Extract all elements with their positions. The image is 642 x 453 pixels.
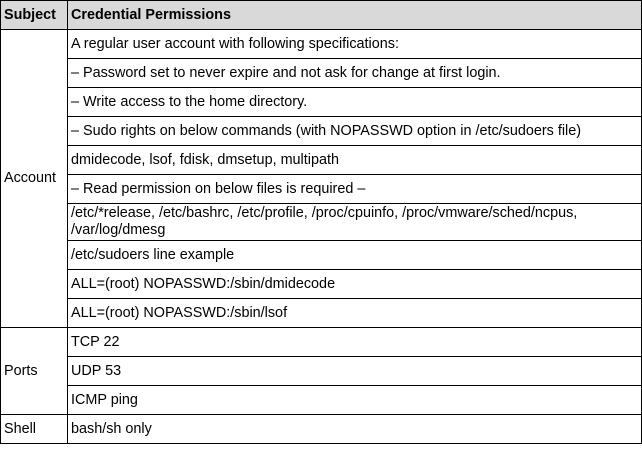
permission-cell: /etc/*release, /etc/bashrc, /etc/profile, /proc/cpuinfo, /proc/vmware/sched/ncpus, /var/log/dmesg: [68, 204, 642, 241]
permission-cell: ICMP ping: [68, 386, 642, 415]
permission-cell: – Password set to never expire and not ask for change at first login.: [68, 59, 642, 88]
table-row: [1, 30, 642, 59]
permission-cell: – Sudo rights on below commands (with NOPASSWD option in /etc/sudoers file): [68, 117, 642, 146]
permission-cell: UDP 53: [68, 357, 642, 386]
table-row: [1, 175, 642, 204]
permission-cell: /etc/sudoers line example: [68, 241, 642, 270]
permissions-header: Credential Permissions: [68, 1, 642, 30]
subject-account: Account: [1, 30, 68, 328]
table-row: [1, 117, 642, 146]
table-row: [1, 415, 642, 444]
header-row: [1, 1, 642, 30]
subject-ports: Ports: [1, 328, 68, 415]
permission-cell: – Read permission on below files is required –: [68, 175, 642, 204]
table-row: [1, 204, 642, 241]
table-row: [1, 357, 642, 386]
subject-shell: Shell: [1, 415, 68, 444]
permission-cell: – Write access to the home directory.: [68, 88, 642, 117]
table-row: [1, 386, 642, 415]
table-row: [1, 59, 642, 88]
table-row: [1, 328, 642, 357]
permission-cell: A regular user account with following specifications:: [68, 30, 642, 59]
permission-cell: bash/sh only: [68, 415, 642, 444]
permission-cell: ALL=(root) NOPASSWD:/sbin/dmidecode: [68, 270, 642, 299]
table-row: [1, 299, 642, 328]
permission-cell: dmidecode, lsof, fdisk, dmsetup, multipath: [68, 146, 642, 175]
permission-cell: TCP 22: [68, 328, 642, 357]
table-row: [1, 146, 642, 175]
table-row: [1, 88, 642, 117]
table-row: [1, 241, 642, 270]
subject-header: Subject: [1, 1, 68, 30]
table-row: [1, 270, 642, 299]
permission-cell: ALL=(root) NOPASSWD:/sbin/lsof: [68, 299, 642, 328]
